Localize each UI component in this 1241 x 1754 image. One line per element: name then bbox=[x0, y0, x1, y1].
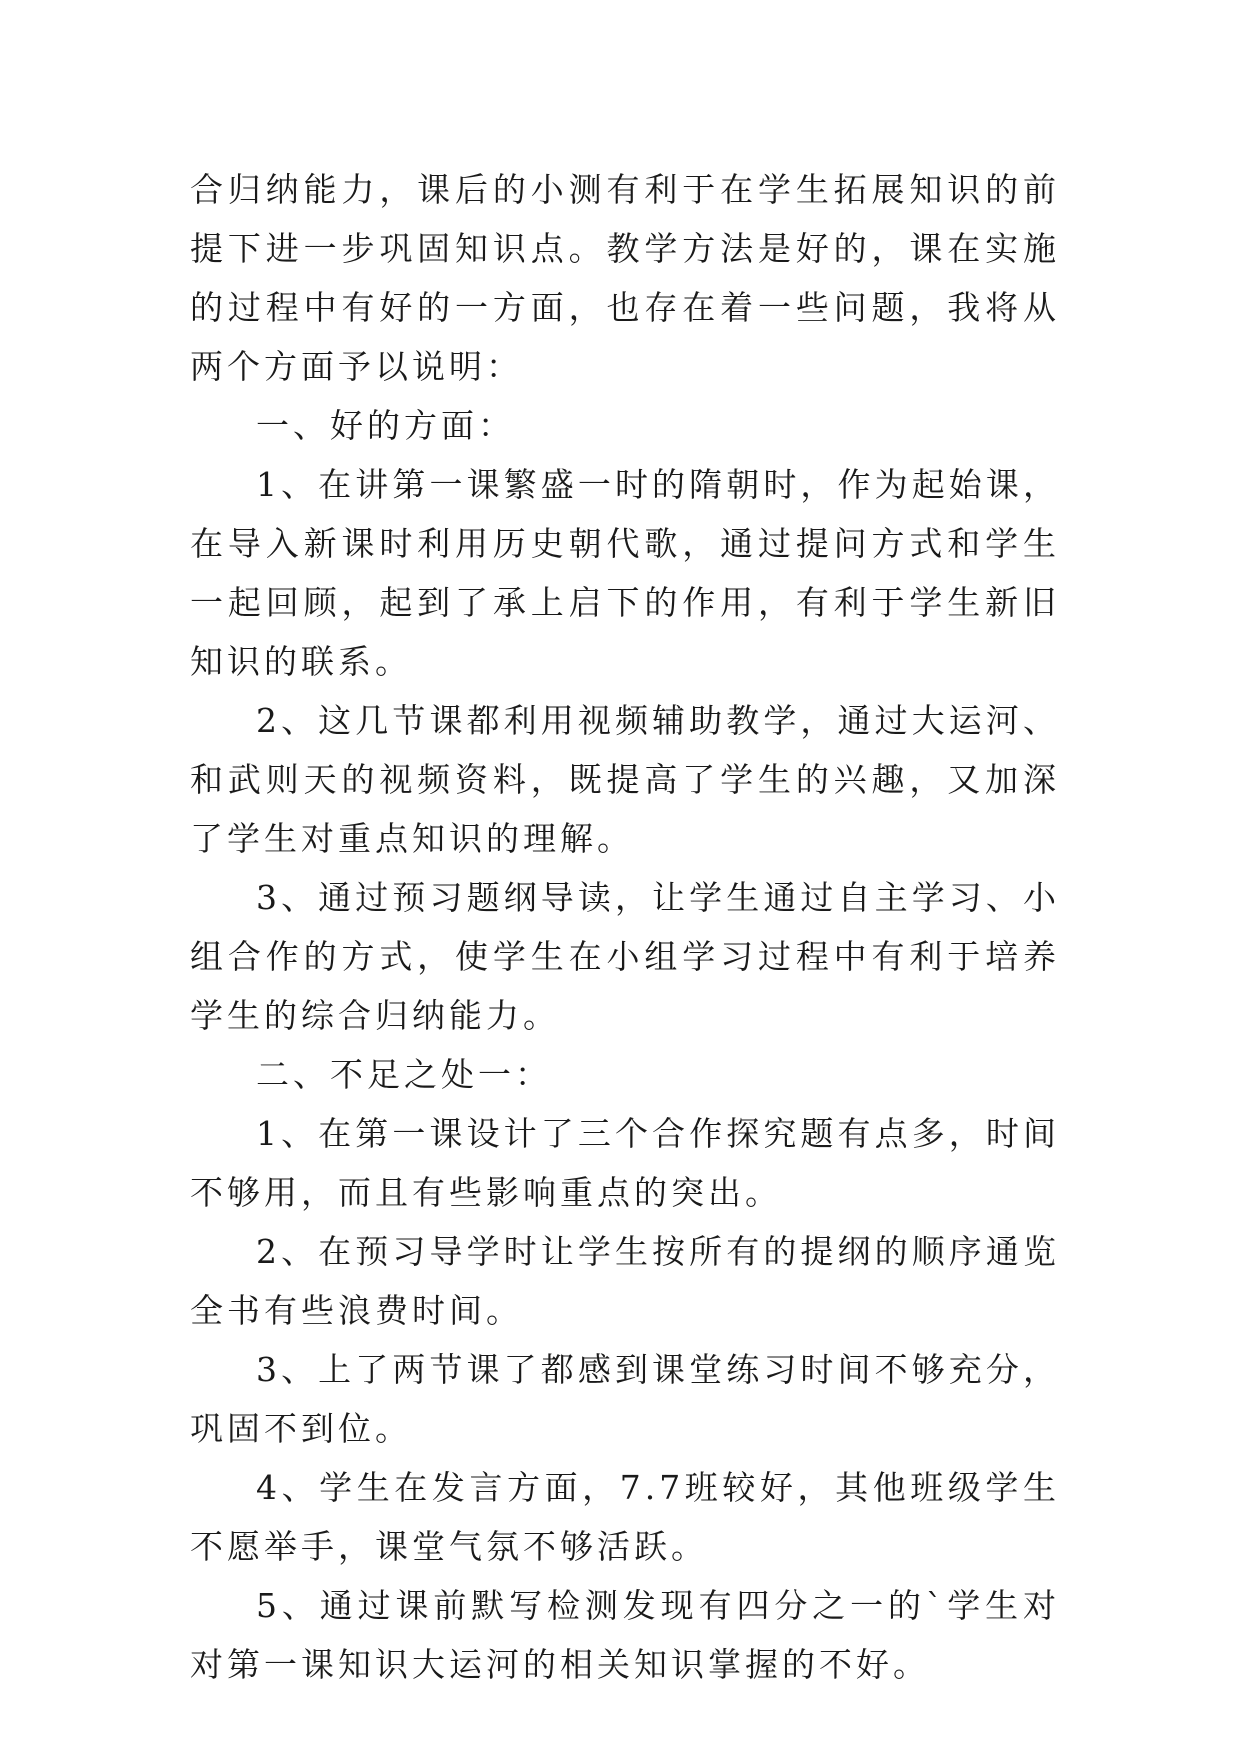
advantage-item-2: 2、这几节课都利用视频辅助教学，通过大运河、和武则天的视频资料，既提高了学生的兴趣，又加深了学生对重点知识的理解。 bbox=[190, 701, 1060, 858]
shortcoming-item-1: 1、在第一课设计了三个合作探究题有点多，时间不够用，而且有些影响重点的突出。 bbox=[190, 1114, 1060, 1212]
paragraph-intro: 合归纳能力，课后的小测有利于在学生拓展知识的前提下进一步巩固知识点。教学方法是好的，课在实施的过程中有好的一方面，也存在着一些问题，我将从两个方面予以说明： bbox=[190, 170, 1060, 386]
shortcoming-item-5: 5、通过课前默写检测发现有四分之一的`学生对对第一课知识大运河的相关知识掌握的不好。 bbox=[190, 1586, 1060, 1684]
shortcoming-item-4: 4、学生在发言方面，7.7班较好，其他班级学生不愿举手，课堂气氛不够活跃。 bbox=[190, 1468, 1060, 1566]
heading-advantages: 一、好的方面： bbox=[256, 406, 515, 445]
shortcoming-item-2: 2、在预习导学时让学生按所有的提纲的顺序通览全书有些浪费时间。 bbox=[190, 1232, 1060, 1330]
shortcoming-item-3: 3、上了两节课了都感到课堂练习时间不够充分，巩固不到位。 bbox=[190, 1350, 1060, 1448]
advantage-item-1: 1、在讲第一课繁盛一时的隋朝时，作为起始课，在导入新课时利用历史朝代歌，通过提问方式和学生一起回顾，起到了承上启下的作用，有利于学生新旧知识的联系。 bbox=[190, 465, 1060, 681]
advantage-item-3: 3、通过预习题纲导读，让学生通过自主学习、小组合作的方式，使学生在小组学习过程中有利于培养学生的综合归纳能力。 bbox=[190, 878, 1060, 1035]
document-body bbox=[190, 160, 1060, 1694]
heading-shortcomings: 二、不足之处一： bbox=[256, 1055, 552, 1094]
